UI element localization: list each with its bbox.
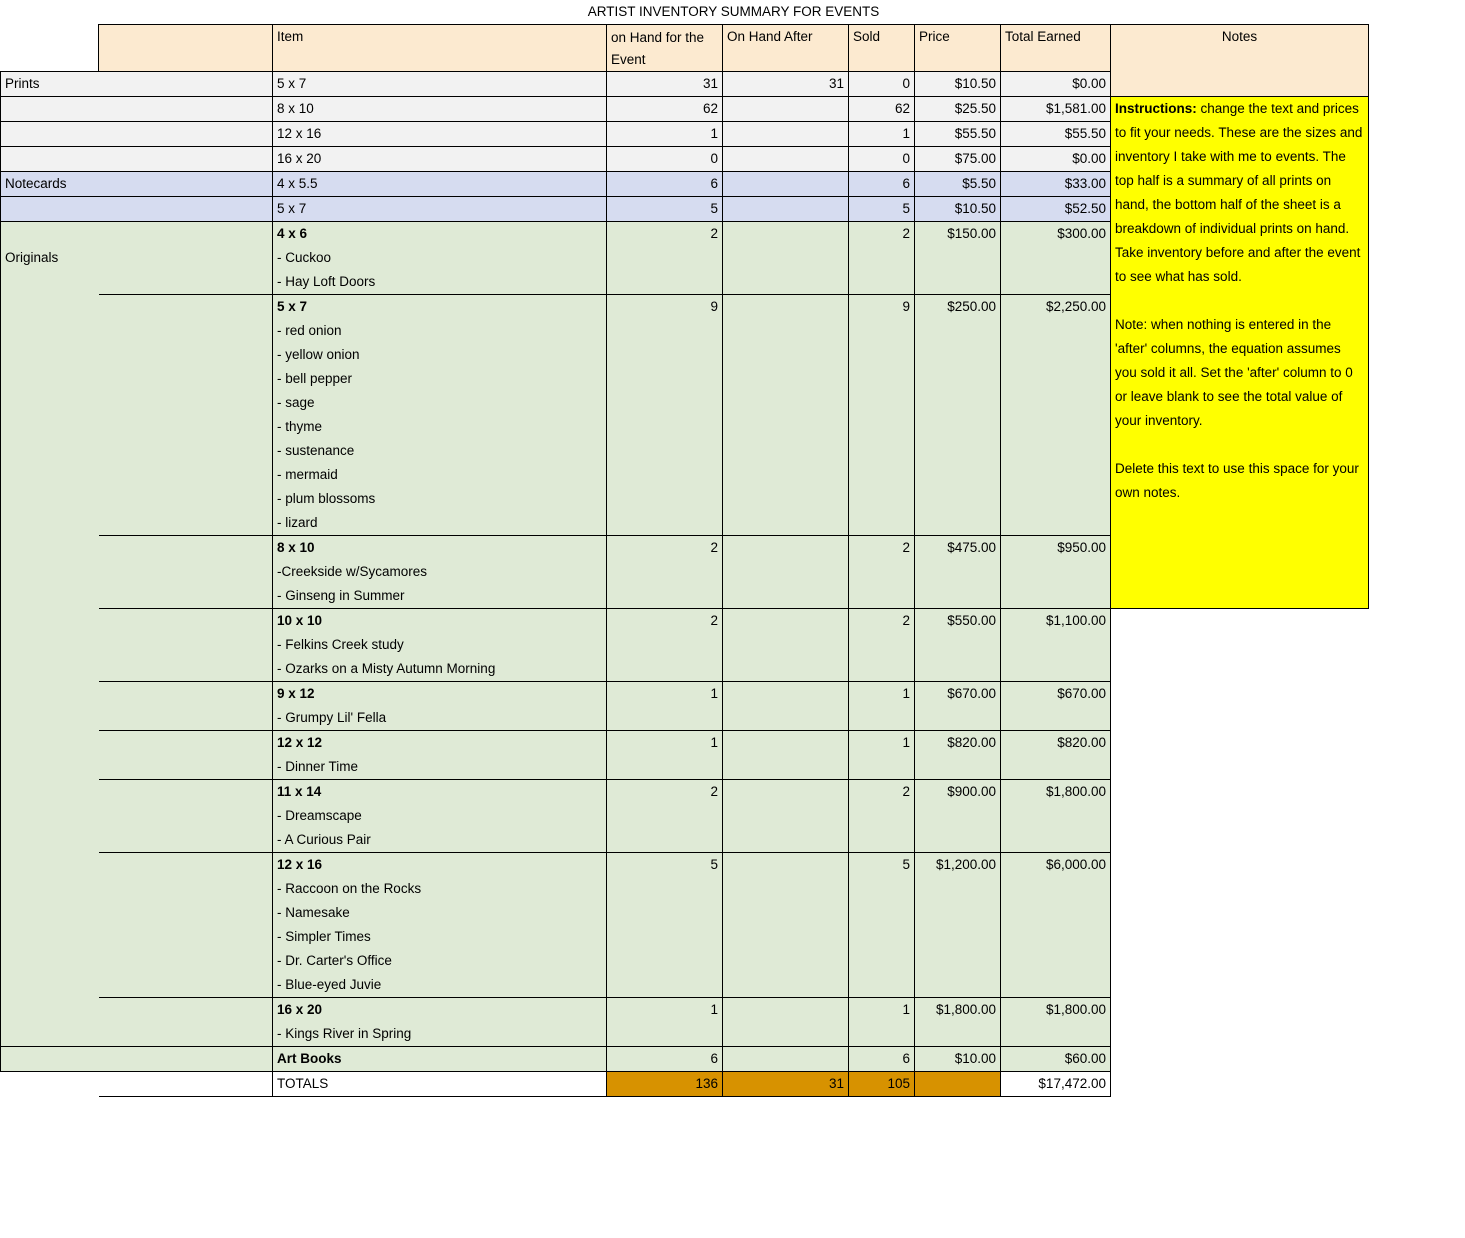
originals-total: $820.00: [1001, 731, 1111, 780]
originals-piece: - Dr. Carter's Office: [277, 953, 392, 968]
originals-piece: - Dreamscape: [277, 808, 362, 823]
originals-total: $1,100.00: [1001, 609, 1111, 682]
notes-paragraph-2: Note: when nothing is entered in the 'after' columns, the equation assumes you sold it all. Set the 'after' column to 0 or leave blank to see the total value of your inventory.: [1115, 317, 1353, 428]
art-books-on-hand: 6: [607, 1047, 723, 1072]
row-category-spacer: [99, 780, 273, 853]
totals-total: $17,472.00: [1001, 1072, 1111, 1097]
totals-on-hand: 136: [607, 1072, 723, 1097]
header-on-hand-after: On Hand After: [723, 25, 849, 72]
originals-size: 9 x 12: [277, 686, 315, 701]
originals-price: $670.00: [915, 682, 1001, 731]
row-category-spacer: [99, 1047, 273, 1072]
originals-sold: 9: [849, 295, 915, 536]
originals-size: 5 x 7: [277, 299, 308, 314]
notes-empty: [1111, 609, 1369, 682]
notes-empty: [1111, 731, 1369, 780]
row-category: [1, 97, 99, 122]
row-category-spacer: [1, 998, 99, 1047]
originals-sold: 2: [849, 780, 915, 853]
row-item: 5 x 7: [273, 72, 607, 97]
originals-on-hand: 2: [607, 609, 723, 682]
header-item: Item: [273, 25, 607, 72]
originals-total: $950.00: [1001, 536, 1111, 609]
originals-item-cell: [273, 682, 607, 731]
originals-piece: - Felkins Creek study: [277, 637, 404, 652]
table-row-art-books: [1, 1047, 1369, 1072]
originals-after: [723, 731, 849, 780]
row-on-hand: 5: [607, 197, 723, 222]
row-category-prints: Prints: [1, 72, 99, 97]
row-item: 5 x 7: [273, 197, 607, 222]
totals-spacer: [99, 1072, 273, 1097]
page-title: ARTIST INVENTORY SUMMARY FOR EVENTS: [587, 4, 880, 19]
originals-piece: - red onion: [277, 323, 342, 338]
row-after: [723, 122, 849, 147]
header-on-hand-for-event: on Hand for the Event: [607, 25, 723, 72]
row-price: $5.50: [915, 172, 1001, 197]
originals-piece: - Cuckoo: [277, 250, 332, 265]
table-row: [1, 97, 1369, 122]
row-category-spacer: [1, 682, 99, 731]
originals-on-hand: 2: [607, 222, 723, 295]
row-total: $1,581.00: [1001, 97, 1111, 122]
row-category-spacer: [1, 1047, 99, 1072]
notes-empty: [1111, 682, 1369, 731]
row-category-spacer: [99, 172, 273, 197]
row-category-spacer: [99, 197, 273, 222]
originals-piece: - Namesake: [277, 905, 350, 920]
row-after: [723, 147, 849, 172]
row-category-spacer: [1, 295, 99, 536]
originals-after: [723, 295, 849, 536]
row-after: [723, 197, 849, 222]
originals-total: $300.00: [1001, 222, 1111, 295]
originals-total: $2,250.00: [1001, 295, 1111, 536]
originals-item-cell: [273, 998, 607, 1047]
originals-size: 4 x 6: [277, 226, 308, 241]
row-sold: 1: [849, 122, 915, 147]
originals-size: 12 x 16: [277, 857, 323, 872]
originals-price: $1,200.00: [915, 853, 1001, 998]
row-category-spacer: [99, 998, 273, 1047]
header-category: [99, 25, 273, 72]
row-sold: 5: [849, 197, 915, 222]
originals-size: 16 x 20: [277, 1002, 323, 1017]
row-category-spacer: [99, 122, 273, 147]
originals-sold: 1: [849, 998, 915, 1047]
originals-piece: - lizard: [277, 515, 318, 530]
originals-piece: - Simpler Times: [277, 929, 371, 944]
originals-on-hand: 2: [607, 536, 723, 609]
originals-after: [723, 998, 849, 1047]
originals-price: $820.00: [915, 731, 1001, 780]
row-price: $75.00: [915, 147, 1001, 172]
originals-price: $1,800.00: [915, 998, 1001, 1047]
originals-piece: - yellow onion: [277, 347, 360, 362]
row-category: [1, 147, 99, 172]
table-row-totals: [1, 1072, 1369, 1097]
row-price: $10.50: [915, 72, 1001, 97]
originals-total: $670.00: [1001, 682, 1111, 731]
originals-piece: - sustenance: [277, 443, 355, 458]
row-category-spacer: [99, 72, 273, 97]
notes-empty: [1111, 780, 1369, 853]
header-price: Price: [915, 25, 1001, 72]
row-total: $0.00: [1001, 72, 1111, 97]
art-books-after: [723, 1047, 849, 1072]
originals-item-cell: [273, 853, 607, 998]
originals-on-hand: 1: [607, 682, 723, 731]
originals-after: [723, 780, 849, 853]
originals-price: $550.00: [915, 609, 1001, 682]
originals-after: [723, 853, 849, 998]
originals-piece: - thyme: [277, 419, 323, 434]
header-gutter: [1, 25, 99, 72]
row-item: 4 x 5.5: [273, 172, 607, 197]
totals-gutter: [1, 1072, 99, 1097]
totals-label: TOTALS: [273, 1072, 607, 1097]
row-category-spacer: [1, 731, 99, 780]
row-category-spacer: [1, 609, 99, 682]
row-category-spacer: [99, 682, 273, 731]
originals-piece: - plum blossoms: [277, 491, 376, 506]
row-category-spacer: [99, 731, 273, 780]
title-gutter: [1, 0, 99, 25]
originals-price: $475.00: [915, 536, 1001, 609]
originals-on-hand: 1: [607, 731, 723, 780]
row-on-hand: 0: [607, 147, 723, 172]
originals-piece: - mermaid: [277, 467, 338, 482]
row-category-spacer: [99, 853, 273, 998]
totals-price: [915, 1072, 1001, 1097]
originals-sold: 1: [849, 731, 915, 780]
originals-piece: - Raccoon on the Rocks: [277, 881, 422, 896]
originals-piece: - Dinner Time: [277, 759, 359, 774]
row-category-spacer: [99, 97, 273, 122]
originals-sold: 1: [849, 682, 915, 731]
originals-piece: - Hay Loft Doors: [277, 274, 376, 289]
row-category-spacer: [99, 295, 273, 536]
originals-after: [723, 682, 849, 731]
row-category-spacer: [99, 222, 273, 295]
totals-after: 31: [723, 1072, 849, 1097]
originals-piece: - Grumpy Lil' Fella: [277, 710, 387, 725]
art-books-sold: 6: [849, 1047, 915, 1072]
totals-sold: 105: [849, 1072, 915, 1097]
notes-instructions-label: Instructions:: [1115, 101, 1197, 116]
notes-paragraph-3: Delete this text to use this space for your own notes.: [1115, 461, 1359, 500]
row-after: 31: [723, 72, 849, 97]
row-category-spacer: [99, 609, 273, 682]
row-after: [723, 97, 849, 122]
row-total: $52.50: [1001, 197, 1111, 222]
row-category-spacer: [99, 147, 273, 172]
originals-size: 11 x 14: [277, 784, 322, 799]
row-after: [723, 172, 849, 197]
notes-empty: [1111, 998, 1369, 1047]
row-category-spacer: [1, 780, 99, 853]
originals-price: $250.00: [915, 295, 1001, 536]
originals-after: [723, 609, 849, 682]
originals-piece: -Creekside w/Sycamores: [277, 564, 428, 579]
originals-item-cell: [273, 780, 607, 853]
notes-empty: [1111, 853, 1369, 998]
originals-size: 10 x 10: [277, 613, 323, 628]
originals-item-cell: [273, 536, 607, 609]
row-sold: 0: [849, 72, 915, 97]
originals-total: $1,800.00: [1001, 780, 1111, 853]
originals-price: $150.00: [915, 222, 1001, 295]
originals-total: $6,000.00: [1001, 853, 1111, 998]
row-item: 8 x 10: [273, 97, 607, 122]
row-price: $10.50: [915, 197, 1001, 222]
originals-piece: - sage: [277, 395, 315, 410]
originals-price: $900.00: [915, 780, 1001, 853]
originals-piece: - Ginseng in Summer: [277, 588, 405, 603]
header-sold: Sold: [849, 25, 915, 72]
row-category-notecards: Notecards: [1, 172, 99, 197]
row-item: 16 x 20: [273, 147, 607, 172]
originals-on-hand: 1: [607, 998, 723, 1047]
header-total-earned: Total Earned: [1001, 25, 1111, 72]
notes-empty: [1111, 1047, 1369, 1072]
originals-item-cell: [273, 222, 607, 295]
row-category-spacer: [1, 536, 99, 609]
row-category-spacer: [99, 536, 273, 609]
row-on-hand: 31: [607, 72, 723, 97]
notes-empty: [1111, 1072, 1369, 1097]
originals-after: [723, 222, 849, 295]
row-sold: 62: [849, 97, 915, 122]
art-books-label: Art Books: [273, 1047, 607, 1072]
originals-piece: - Ozarks on a Misty Autumn Morning: [277, 661, 496, 676]
originals-sold: 2: [849, 536, 915, 609]
originals-piece: - Blue-eyed Juvie: [277, 977, 382, 992]
notes-panel[interactable]: [1111, 97, 1369, 609]
row-price: $55.50: [915, 122, 1001, 147]
row-total: $33.00: [1001, 172, 1111, 197]
notes-paragraph-1: change the text and prices to fit your needs. These are the sizes and inventory I take with me to events. The top half is a summary of all prints on hand, the bottom half of the sheet is a breakdown of individual prints on hand. Take inventory before and after the event to see what has sold.: [1115, 101, 1363, 284]
originals-size: 8 x 10: [277, 540, 315, 555]
row-category: [1, 122, 99, 147]
originals-on-hand: 5: [607, 853, 723, 998]
originals-on-hand: 2: [607, 780, 723, 853]
row-on-hand: 62: [607, 97, 723, 122]
row-category-spacer: [1, 853, 99, 998]
row-on-hand: 1: [607, 122, 723, 147]
row-total: $0.00: [1001, 147, 1111, 172]
row-category-originals: Originals: [1, 222, 99, 295]
originals-item-cell: [273, 609, 607, 682]
art-books-price: $10.00: [915, 1047, 1001, 1072]
originals-piece: - A Curious Pair: [277, 832, 371, 847]
originals-item-cell: [273, 731, 607, 780]
originals-total: $1,800.00: [1001, 998, 1111, 1047]
art-books-total: $60.00: [1001, 1047, 1111, 1072]
originals-on-hand: 9: [607, 295, 723, 536]
row-category: [1, 197, 99, 222]
originals-sold: 2: [849, 222, 915, 295]
originals-sold: 5: [849, 853, 915, 998]
header-notes: Notes: [1111, 25, 1369, 97]
originals-after: [723, 536, 849, 609]
originals-size: 12 x 12: [277, 735, 323, 750]
originals-item-cell: [273, 295, 607, 536]
originals-piece: - Kings River in Spring: [277, 1026, 412, 1041]
row-on-hand: 6: [607, 172, 723, 197]
row-total: $55.50: [1001, 122, 1111, 147]
row-sold: 6: [849, 172, 915, 197]
row-sold: 0: [849, 147, 915, 172]
originals-piece: - bell pepper: [277, 371, 353, 386]
row-item: 12 x 16: [273, 122, 607, 147]
row-price: $25.50: [915, 97, 1001, 122]
originals-sold: 2: [849, 609, 915, 682]
